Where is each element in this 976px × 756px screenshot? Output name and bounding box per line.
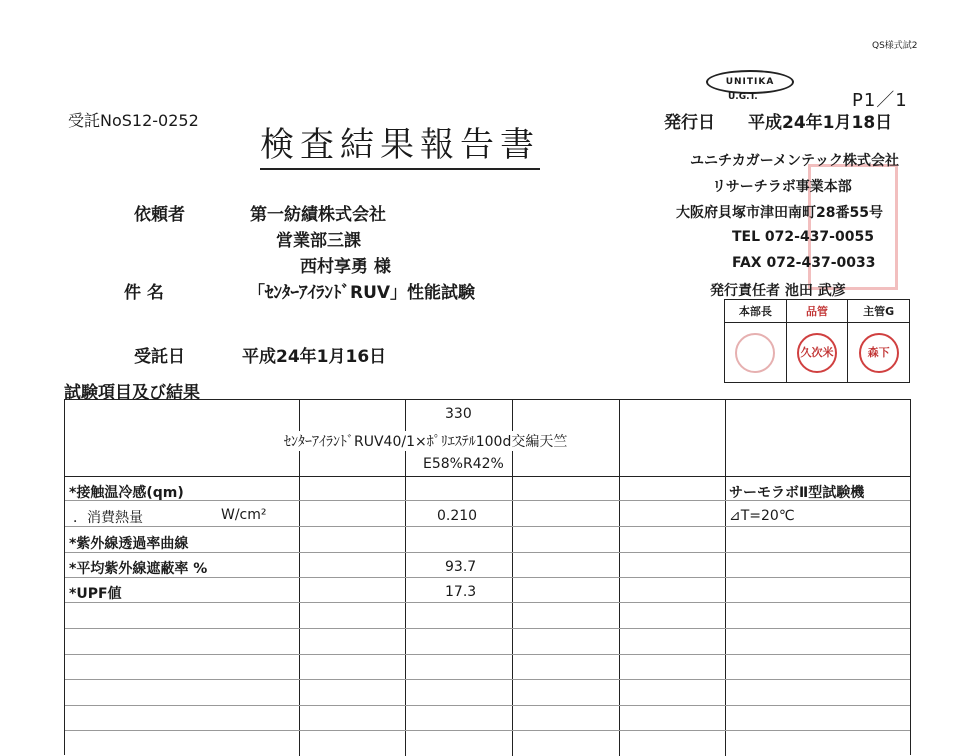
- form-code: QS様式試2: [872, 41, 918, 51]
- row-item: *接触温冷感(qm): [69, 485, 184, 501]
- subject-value: 「ｾﾝﾀｰｱｲﾗﾝﾄﾞRUV」性能試験: [248, 283, 476, 303]
- main-seal: 森下: [859, 333, 899, 373]
- issuer-tel: TEL 072-437-0055: [732, 229, 874, 245]
- subject-label: 件 名: [124, 283, 164, 303]
- issuer-responsible: 発行責任者 池田 武彦: [710, 283, 846, 299]
- issuer-division: リサーチラボ事業本部: [712, 179, 852, 195]
- logo-brand: UNITIKA: [706, 70, 794, 94]
- page-number: P1／1: [852, 90, 908, 111]
- row-value: 17.3: [445, 584, 477, 600]
- row-item: *UPF値: [69, 586, 122, 602]
- receipt-number: 受託NoS12-0252: [68, 111, 199, 130]
- approval-stamp-table: [724, 299, 910, 383]
- document-title: 検査結果報告書: [260, 122, 540, 170]
- issue-date-label: 発行日: [664, 113, 715, 133]
- client-dept: 営業部三課: [276, 231, 361, 251]
- approval-header-main: 主管G: [848, 300, 910, 323]
- issuer-fax: FAX 072-437-0033: [732, 255, 876, 271]
- approval-header-manager: 本部長: [725, 300, 787, 323]
- row-note: ⊿T=20℃: [729, 508, 795, 524]
- issuer-company: ユニチカガーメンテック株式会社: [690, 153, 900, 169]
- row-item: ．消費熱量: [73, 510, 143, 526]
- company-logo: [704, 70, 794, 104]
- row-note: サーモラボⅡ型試験機: [729, 485, 865, 501]
- issuer-address: 大阪府貝塚市津田南町28番55号: [676, 205, 883, 221]
- client-label: 依頼者: [134, 205, 185, 225]
- approval-seal-cell-manager: [725, 323, 787, 383]
- row-unit: W/cm²: [221, 507, 267, 523]
- received-label: 受託日: [134, 347, 185, 367]
- approval-seal-cell-main: [848, 323, 910, 383]
- issue-date: 平成24年1月18日: [748, 113, 893, 133]
- sample-number: 330: [445, 406, 472, 422]
- logo-sub: U.G.T.: [728, 92, 758, 102]
- row-value: 93.7: [445, 559, 477, 575]
- sample-description: ｾﾝﾀｰｱｲﾗﾝﾄﾞRUV40/1×ﾎﾟﾘｴｽﾃﾙ100d交編天竺: [282, 431, 569, 451]
- approval-header-qc: 品管: [786, 300, 848, 323]
- section-title: 試験項目及び結果: [64, 383, 200, 403]
- received-date: 平成24年1月16日: [242, 347, 387, 367]
- row-item: *紫外線透過率曲線: [69, 536, 189, 552]
- client-person: 西村享勇 様: [300, 257, 391, 277]
- sample-composition: E58%R42%: [423, 456, 504, 472]
- client-company: 第一紡績株式会社: [250, 205, 386, 225]
- approval-seal-cell-qc: [786, 323, 848, 383]
- results-table: [64, 399, 911, 755]
- row-item: *平均紫外線遮蔽率 %: [69, 561, 208, 577]
- qc-seal: 久次米: [797, 333, 837, 373]
- row-value: 0.210: [437, 508, 478, 524]
- manager-seal: [735, 333, 775, 373]
